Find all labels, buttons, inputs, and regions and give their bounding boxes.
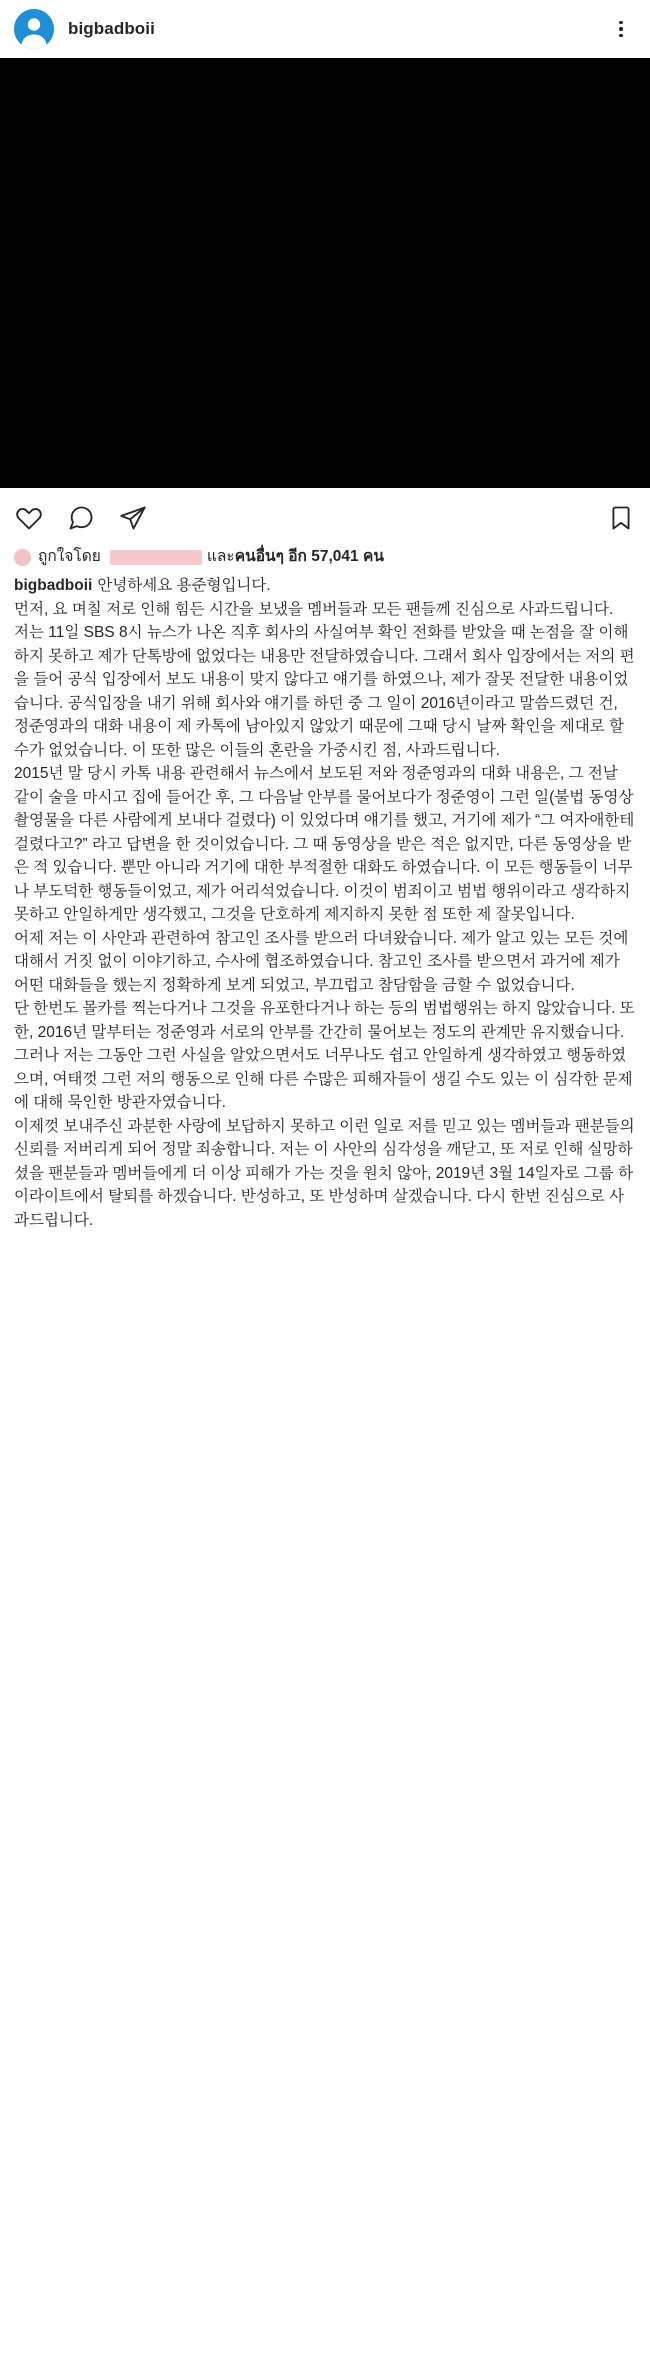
redacted-username <box>110 550 202 565</box>
caption-paragraph: 이제껏 보내주신 과분한 사랑에 보답하지 못하고 이런 일로 저를 믿고 있는 멤버들과 팬분들의 신뢰를 저버리게 되어 정말 죄송합니다. 저는 이 사안의 심각성을 깨닫고, 또 저로 인해 실망하셨을 팬분들과 멤버들에게 더 이상 피해가 가는 것을 원치 않아, 2019년 3월 14일자로 그룹 하이라이트에서 탈퇴를 하겠습니다. 반성하고, 또 반성하며 살겠습니다. 다시 한번 진심으로 사과드립니다. <box>14 1117 635 1229</box>
likes-prefix: ถูกใจโดย <box>38 548 101 565</box>
heart-icon[interactable] <box>14 503 44 533</box>
caption-line <box>14 577 271 594</box>
post-media[interactable] <box>0 58 650 488</box>
dot <box>619 34 623 38</box>
caption-author-handle[interactable]: bigbadboii <box>14 577 93 594</box>
liker-avatar <box>14 549 31 566</box>
caption-paragraph: 어제 저는 이 사안과 관련하여 참고인 조사를 받으러 다녀왔습니다. 제가 알고 있는 모든 것에 대해서 거짓 없이 이야기하고, 수사에 협조하였습니다. 참고인 조사를 받으면서 과거에 제가 어떤 대화들을 했는지 정확하게 보게 되었고, 부끄럽고 참담함을 금할 수 없었습니다. <box>14 929 629 994</box>
comment-icon[interactable] <box>66 503 96 533</box>
caption-paragraph: 저는 11일 SBS 8시 뉴스가 나온 직후 회사의 사실여부 확인 전화를 받았을 때 논점을 잘 이해하지 못하고 제가 단톡방에 없었다는 내용만 전달하였습니다. 그래서 회사 입장에서는 저의 편을 들어 공식 입장에서 보도 내용이 맞지 않다고 얘기를 하였으나, 제가 잘못 전달한 내용이었습니다. 공식입장을 내기 위해 회사와 얘기를 하던 중 그 일이 2016년이라고 말씀드렸던 건, 정준영과의 대화 내용이 제 카톡에 남아있지 않았기 때문에 그때 당시 날짜 확인을 제대로 할 수가 없었습니다. 이 또한 많은 이들의 혼란을 가중시킨 점, 사과드립니다. <box>14 624 635 759</box>
likes-others-count[interactable]: คนอื่นๆ อีก 57,041 คน <box>234 548 384 565</box>
account-username[interactable]: bigbadboii <box>68 19 155 38</box>
caption-paragraph: 2015년 말 당시 카톡 내용 관련해서 뉴스에서 보도된 저와 정준영과의 대화 내용은, 그 전날 같이 술을 마시고 집에 들어간 후, 그 다음날 안부를 물어보다가 정준영이 그런 일(불법 동영상 촬영물을 다른 사람에게 보내다 걸렸다) 이 있었다며 얘기를 했고, 거기에 제가 “그 여자애한테 걸렸다고?” 라고 답변을 한 것이었습니다. 그 때 동영상을 받은 적은 없지만, 다른 동영상을 받은 적 있습니다. 뿐만 아니라 거기에 대한 부적절한 대화도 하였습니다. 이 모든 행동들이 너무나 부도덕한 행동들이었고, 제가 어리석었습니다. 이것이 범죄이고 범법 행위이라고 생각하지 못하고 안일하게만 생각했고, 그것을 단호하게 제지하지 못한 점 또한 제 잘못입니다. <box>14 765 635 923</box>
caption-paragraph: 단 한번도 몰카를 찍는다거나 그것을 유포한다거나 하는 등의 범법행위는 하지 않았습니다. 또한, 2016년 말부터는 정준영과 서로의 안부를 간간히 물어보는 정도의 관계만 유지했습니다. 그러나 저는 그동안 그런 사실을 알았으면서도 너무나도 쉽고 안일하게 생각하였고 행동하였으며, 여태껏 그런 저의 행동으로 인해 다른 수많은 피해자들이 생길 수도 있는 이 심각한 문제에 대해 묵인한 방관자였습니다. <box>14 1000 635 1111</box>
more-options-icon[interactable] <box>606 14 636 44</box>
person-avatar-icon <box>14 9 54 49</box>
post-actions <box>0 488 650 542</box>
dot <box>619 27 623 31</box>
likes-summary <box>0 542 650 570</box>
avatar[interactable] <box>14 9 54 49</box>
bookmark-icon[interactable] <box>606 503 636 533</box>
action-left-group <box>14 503 606 533</box>
share-icon[interactable] <box>118 503 148 533</box>
likes-middle: และ <box>206 548 235 565</box>
post-caption <box>0 570 650 1250</box>
dot <box>619 21 623 25</box>
caption-paragraph: 안녕하세요 용준형입니다. <box>97 577 271 594</box>
caption-paragraph: 먼저, 요 며칠 저로 인해 힘든 시간을 보냈을 멤버들과 모든 팬들께 진심으로 사과드립니다. <box>14 600 614 618</box>
post-header <box>0 0 650 58</box>
